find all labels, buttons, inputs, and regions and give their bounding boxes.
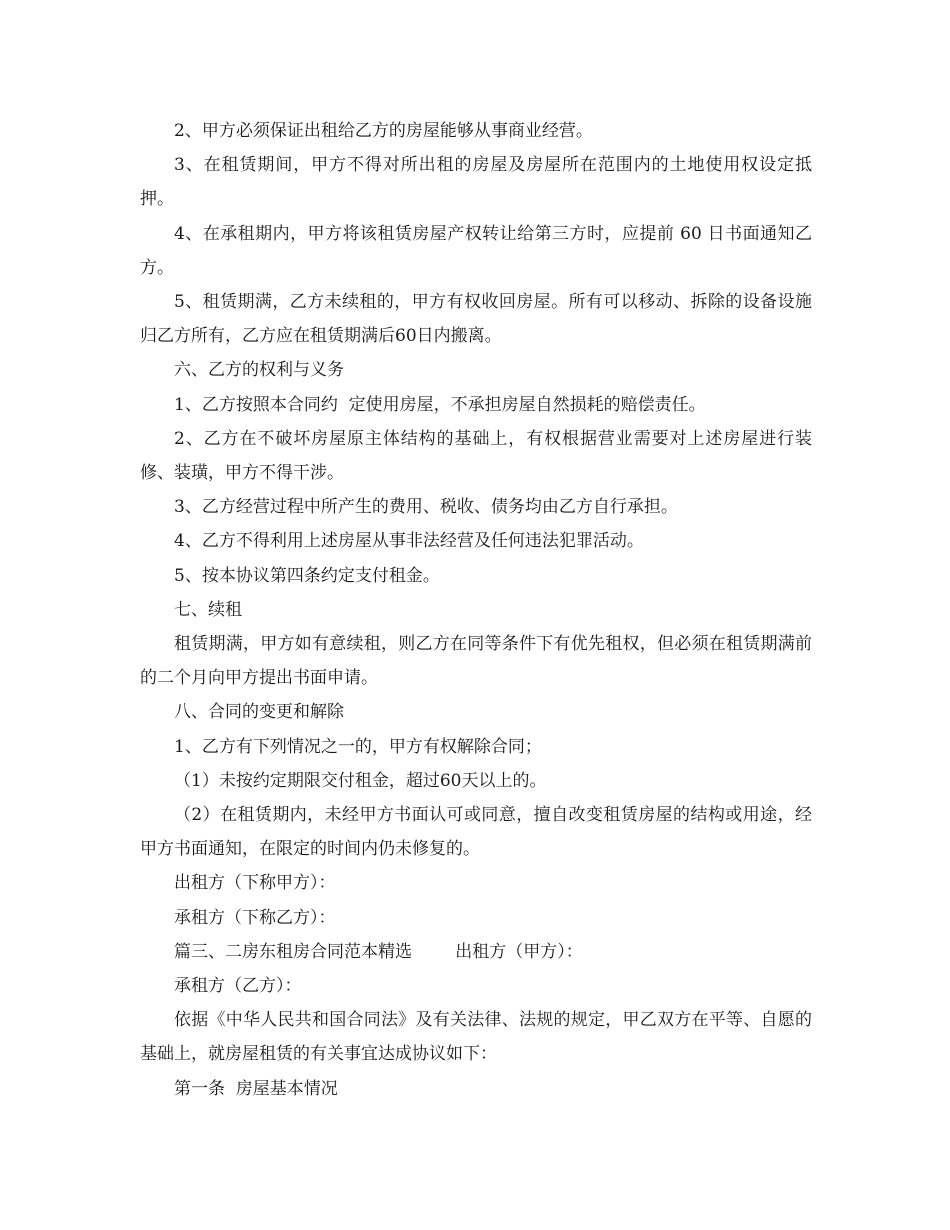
clause-2-business-use: 2、甲方必须保证出租给乙方的房屋能够从事商业经营。 — [174, 121, 593, 141]
section-6-item-3: 3、乙方经营过程中所产生的费用、税收、债务均由乙方自行承担。 — [174, 497, 678, 518]
section-6-heading: 六、乙方的权利与义务 — [174, 360, 344, 381]
section-6-item-2: 2、乙方在不破坏房屋原主体结构的基础上，有权根据营业需要对上述房屋进行装修、装璜，甲方不得干涉。 — [140, 428, 812, 484]
lessee-label: 承租方（下称乙方）： — [174, 907, 336, 928]
section-6-item-4: 4、乙方不得利用上述房屋从事非法经营及任何违法犯罪活动。 — [174, 531, 644, 552]
clause-5-lease-expiry: 5、租赁期满，乙方未续租的，甲方有权收回房屋。所有可以移动、拆除的设备设施归乙方所有，乙方应在租赁期满后60日内搬离。 — [140, 292, 812, 347]
section-7-heading: 七、续租 — [174, 599, 242, 620]
lessor-label: 出租方（下称甲方）： — [174, 873, 336, 894]
section-8-subitem-2: （2）在租赁期内，未经甲方书面认可或同意，擅自改变租赁房屋的结构或用途，经甲方书面通知，在限定的时间内仍未修复的。 — [140, 805, 812, 860]
lessee-party-label: 承租方（乙方）： — [174, 976, 302, 997]
section-8-item-1: 1、乙方有下列情况之一的，甲方有权解除合同； — [174, 736, 542, 757]
section-6-item-1: 1、乙方按照本合同约 定使用房屋，不承担房屋自然损耗的赔偿责任。 — [174, 394, 706, 415]
clause-3-no-mortgage: 3、在租赁期间，甲方不得对所出租的房屋及房屋所在范围内的土地使用权设定抵押。 — [140, 155, 812, 210]
section-6-item-5: 5、按本协议第四条约定支付租金。 — [174, 565, 440, 586]
part-3-title: 篇三、二房东租房合同范本精选 出租方（甲方）： — [174, 941, 583, 962]
clause-4-transfer-notice: 4、在承租期内，甲方将该租赁房屋产权转让给第三方时，应提前 60 日书面通知乙方。 — [140, 223, 812, 278]
section-7-body: 租赁期满，甲方如有意续租，则乙方在同等条件下有优先租权，但必须在租赁期满前的二个月向甲方提出书面申请。 — [140, 634, 812, 689]
section-8-subitem-1: （1）未按约定期限交付租金，超过60天以上的。 — [174, 770, 547, 791]
section-8-heading: 八、合同的变更和解除 — [174, 702, 344, 723]
article-1-heading: 第一条 房屋基本情况 — [174, 1078, 338, 1099]
document-page — [140, 114, 812, 1106]
legal-basis-paragraph: 依据《中华人民共和国合同法》及有关法律、法规的规定，甲乙双方在平等、自愿的基础上，就房屋租赁的有关事宜达成协议如下： — [140, 1010, 812, 1065]
